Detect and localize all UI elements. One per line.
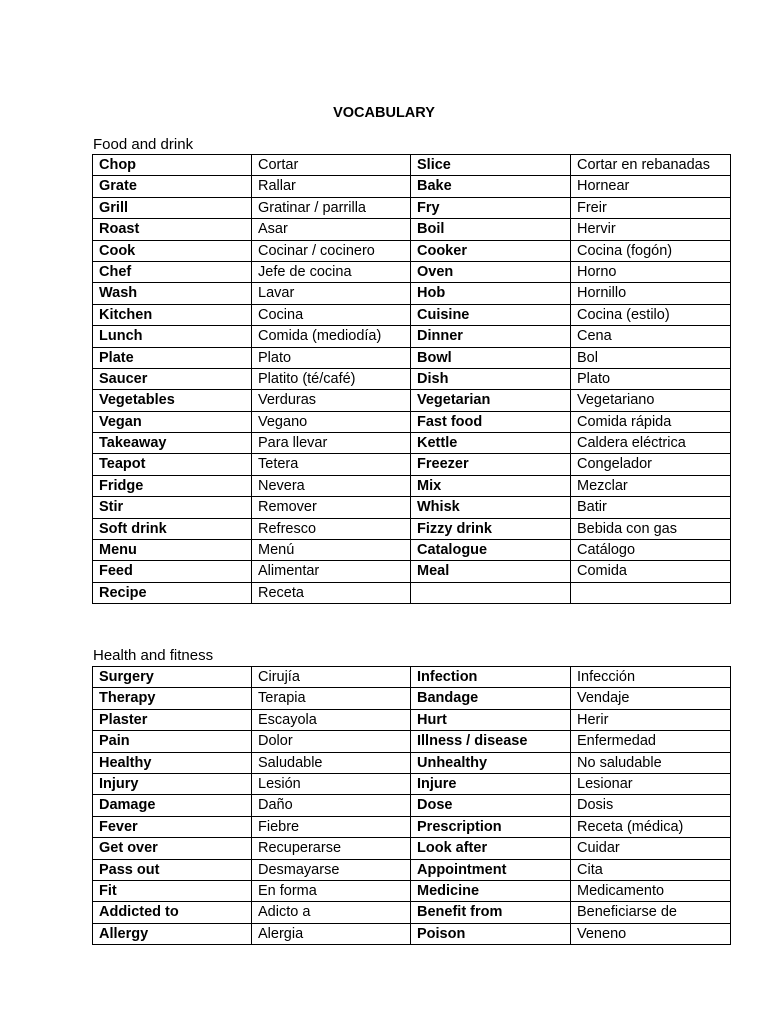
spanish-translation: Cocina (fogón)	[571, 240, 731, 261]
english-term: Look after	[411, 838, 571, 859]
spanish-translation: Fiebre	[252, 816, 411, 837]
spanish-translation: Lesión	[252, 773, 411, 794]
english-term: Teapot	[93, 454, 252, 475]
english-term: Roast	[93, 219, 252, 240]
section-heading-food: Food and drink	[93, 136, 194, 153]
spanish-translation: Alergia	[252, 923, 411, 944]
english-term: Plate	[93, 347, 252, 368]
table-row	[93, 816, 731, 837]
table-row	[93, 368, 731, 389]
spanish-translation: Herir	[571, 709, 731, 730]
table-row	[93, 561, 731, 582]
page-title: VOCABULARY	[333, 105, 435, 121]
spanish-translation: Receta (médica)	[571, 816, 731, 837]
english-term: Fit	[93, 880, 252, 901]
english-term: Lunch	[93, 326, 252, 347]
english-term: Hob	[411, 283, 571, 304]
english-term: Unhealthy	[411, 752, 571, 773]
spanish-translation: Receta	[252, 582, 411, 603]
english-term: Mix	[411, 475, 571, 496]
spanish-translation: Menú	[252, 540, 411, 561]
spanish-translation: Bebida con gas	[571, 518, 731, 539]
table-row	[93, 667, 731, 688]
table-row	[93, 902, 731, 923]
spanish-translation: Vegetariano	[571, 390, 731, 411]
spanish-translation: Lavar	[252, 283, 411, 304]
english-term: Allergy	[93, 923, 252, 944]
spanish-translation: Batir	[571, 497, 731, 518]
english-term: Vegetables	[93, 390, 252, 411]
english-term: Surgery	[93, 667, 252, 688]
english-term: Fry	[411, 197, 571, 218]
english-term: Bowl	[411, 347, 571, 368]
spanish-translation: Congelador	[571, 454, 731, 475]
spanish-translation: Vegano	[252, 411, 411, 432]
table-row	[93, 497, 731, 518]
english-term	[411, 582, 571, 603]
table-row	[93, 219, 731, 240]
english-term: Cooker	[411, 240, 571, 261]
table-row	[93, 411, 731, 432]
spanish-translation: Cocinar / cocinero	[252, 240, 411, 261]
spanish-translation: Adicto a	[252, 902, 411, 923]
spanish-translation: Tetera	[252, 454, 411, 475]
spanish-translation: Asar	[252, 219, 411, 240]
spanish-translation: Verduras	[252, 390, 411, 411]
english-term: Benefit from	[411, 902, 571, 923]
table-row	[93, 582, 731, 603]
spanish-translation: Plato	[571, 368, 731, 389]
english-term: Chop	[93, 155, 252, 176]
english-term: Dose	[411, 795, 571, 816]
english-term: Addicted to	[93, 902, 252, 923]
english-term: Dinner	[411, 326, 571, 347]
spanish-translation: Recuperarse	[252, 838, 411, 859]
spanish-translation: Terapia	[252, 688, 411, 709]
english-term: Pain	[93, 731, 252, 752]
table-row	[93, 454, 731, 475]
table-row	[93, 518, 731, 539]
spanish-translation: Cocina (estilo)	[571, 304, 731, 325]
english-term: Injury	[93, 773, 252, 794]
spanish-translation	[571, 582, 731, 603]
spanish-translation: Enfermedad	[571, 731, 731, 752]
table-row	[93, 838, 731, 859]
english-term: Medicine	[411, 880, 571, 901]
spanish-translation: Horno	[571, 261, 731, 282]
table-row	[93, 197, 731, 218]
table-row	[93, 540, 731, 561]
english-term: Menu	[93, 540, 252, 561]
english-term: Fast food	[411, 411, 571, 432]
english-term: Hurt	[411, 709, 571, 730]
section-heading-health: Health and fitness	[93, 647, 214, 664]
spanish-translation: Rallar	[252, 176, 411, 197]
spanish-translation: Desmayarse	[252, 859, 411, 880]
table-row	[93, 923, 731, 944]
spanish-translation: Cena	[571, 326, 731, 347]
spanish-translation: Plato	[252, 347, 411, 368]
spanish-translation: Gratinar / parrilla	[252, 197, 411, 218]
english-term: Oven	[411, 261, 571, 282]
table-row	[93, 304, 731, 325]
spanish-translation: Cita	[571, 859, 731, 880]
english-term: Dish	[411, 368, 571, 389]
english-term: Cook	[93, 240, 252, 261]
english-term: Plaster	[93, 709, 252, 730]
english-term: Pass out	[93, 859, 252, 880]
table-row	[93, 347, 731, 368]
table-row	[93, 688, 731, 709]
spanish-translation: Hervir	[571, 219, 731, 240]
english-term: Fever	[93, 816, 252, 837]
english-term: Grill	[93, 197, 252, 218]
english-term: Illness / disease	[411, 731, 571, 752]
english-term: Appointment	[411, 859, 571, 880]
english-term: Meal	[411, 561, 571, 582]
english-term: Get over	[93, 838, 252, 859]
english-term: Freezer	[411, 454, 571, 475]
table-row	[93, 326, 731, 347]
english-term: Cuisine	[411, 304, 571, 325]
spanish-translation: No saludable	[571, 752, 731, 773]
english-term: Fizzy drink	[411, 518, 571, 539]
spanish-translation: Daño	[252, 795, 411, 816]
english-term: Kitchen	[93, 304, 252, 325]
spanish-translation: En forma	[252, 880, 411, 901]
spanish-translation: Dolor	[252, 731, 411, 752]
spanish-translation: Medicamento	[571, 880, 731, 901]
english-term: Recipe	[93, 582, 252, 603]
spanish-translation: Cocina	[252, 304, 411, 325]
spanish-translation: Comida rápida	[571, 411, 731, 432]
english-term: Wash	[93, 283, 252, 304]
table-row	[93, 283, 731, 304]
food-vocabulary-table	[92, 154, 731, 604]
english-term: Damage	[93, 795, 252, 816]
english-term: Healthy	[93, 752, 252, 773]
table-row	[93, 773, 731, 794]
spanish-translation: Jefe de cocina	[252, 261, 411, 282]
spanish-translation: Cirujía	[252, 667, 411, 688]
table-row	[93, 433, 731, 454]
spanish-translation: Freir	[571, 197, 731, 218]
spanish-translation: Para llevar	[252, 433, 411, 454]
table-row	[93, 709, 731, 730]
spanish-translation: Lesionar	[571, 773, 731, 794]
english-term: Kettle	[411, 433, 571, 454]
english-term: Bake	[411, 176, 571, 197]
spanish-translation: Cortar en rebanadas	[571, 155, 731, 176]
spanish-translation: Mezclar	[571, 475, 731, 496]
table-row	[93, 752, 731, 773]
spanish-translation: Refresco	[252, 518, 411, 539]
spanish-translation: Hornillo	[571, 283, 731, 304]
english-term: Infection	[411, 667, 571, 688]
english-term: Saucer	[93, 368, 252, 389]
english-term: Feed	[93, 561, 252, 582]
english-term: Vegetarian	[411, 390, 571, 411]
health-vocabulary-table	[92, 666, 731, 945]
table-row	[93, 390, 731, 411]
table-row	[93, 240, 731, 261]
spanish-translation: Nevera	[252, 475, 411, 496]
english-term: Therapy	[93, 688, 252, 709]
spanish-translation: Catálogo	[571, 540, 731, 561]
spanish-translation: Cortar	[252, 155, 411, 176]
spanish-translation: Saludable	[252, 752, 411, 773]
table-row	[93, 475, 731, 496]
spanish-translation: Alimentar	[252, 561, 411, 582]
english-term: Grate	[93, 176, 252, 197]
english-term: Takeaway	[93, 433, 252, 454]
table-row	[93, 176, 731, 197]
spanish-translation: Comida	[571, 561, 731, 582]
spanish-translation: Comida (mediodía)	[252, 326, 411, 347]
english-term: Prescription	[411, 816, 571, 837]
table-row	[93, 261, 731, 282]
table-row	[93, 155, 731, 176]
spanish-translation: Remover	[252, 497, 411, 518]
spanish-translation: Beneficiarse de	[571, 902, 731, 923]
english-term: Vegan	[93, 411, 252, 432]
table-row	[93, 880, 731, 901]
english-term: Fridge	[93, 475, 252, 496]
spanish-translation: Cuidar	[571, 838, 731, 859]
spanish-translation: Hornear	[571, 176, 731, 197]
table-row	[93, 795, 731, 816]
spanish-translation: Caldera eléctrica	[571, 433, 731, 454]
spanish-translation: Platito (té/café)	[252, 368, 411, 389]
english-term: Soft drink	[93, 518, 252, 539]
spanish-translation: Dosis	[571, 795, 731, 816]
spanish-translation: Escayola	[252, 709, 411, 730]
spanish-translation: Infección	[571, 667, 731, 688]
english-term: Bandage	[411, 688, 571, 709]
spanish-translation: Veneno	[571, 923, 731, 944]
spanish-translation: Bol	[571, 347, 731, 368]
english-term: Stir	[93, 497, 252, 518]
english-term: Injure	[411, 773, 571, 794]
spanish-translation: Vendaje	[571, 688, 731, 709]
english-term: Boil	[411, 219, 571, 240]
english-term: Chef	[93, 261, 252, 282]
english-term: Catalogue	[411, 540, 571, 561]
english-term: Poison	[411, 923, 571, 944]
english-term: Slice	[411, 155, 571, 176]
table-row	[93, 859, 731, 880]
english-term: Whisk	[411, 497, 571, 518]
table-row	[93, 731, 731, 752]
